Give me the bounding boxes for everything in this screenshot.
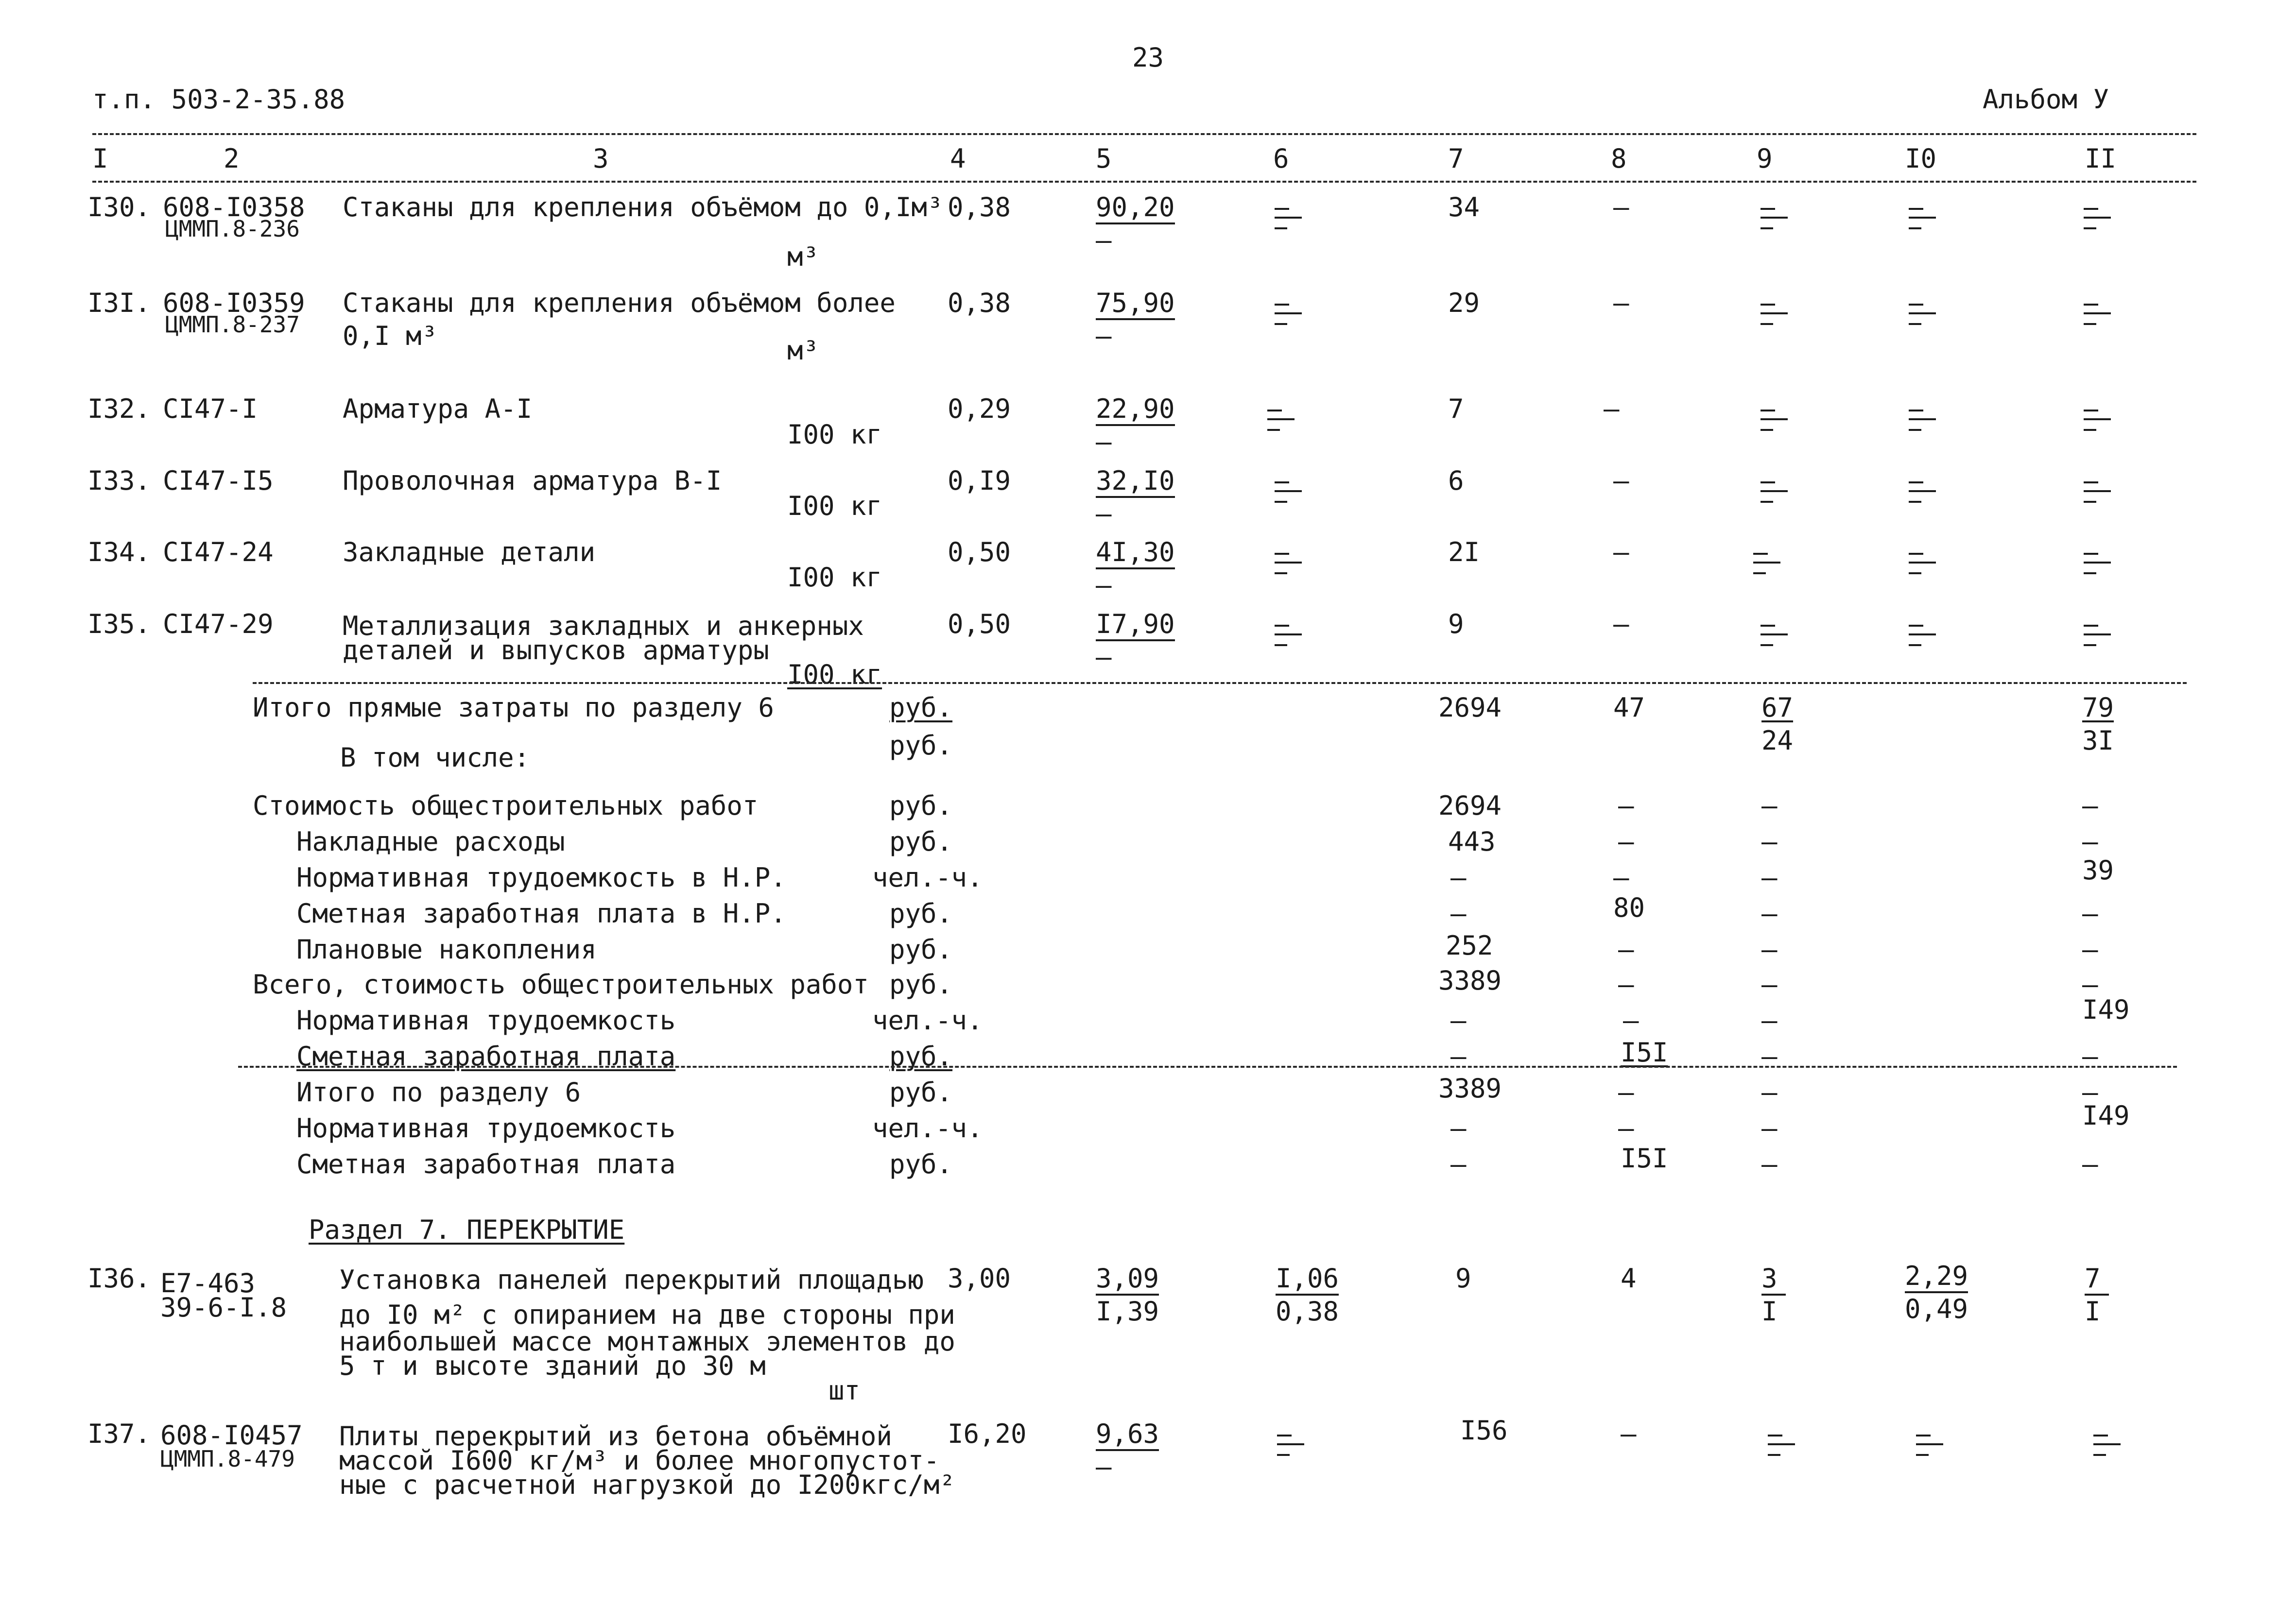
- summary-col9: –: [1761, 934, 1778, 965]
- ditto-mark: [1757, 204, 1788, 235]
- row-number: I35.: [87, 609, 151, 639]
- summary-col7: 3389: [1438, 965, 1502, 996]
- col-header-4: 4: [950, 143, 966, 174]
- row-code-secondary: ЦММП.8-236: [165, 216, 300, 242]
- ditto-mark: [1749, 549, 1780, 580]
- row-description-line4: 5 т и высоте зданий до 30 м: [339, 1351, 766, 1381]
- row-description: Проволочная арматура В-I: [343, 465, 722, 496]
- row-unit: шт: [829, 1375, 861, 1406]
- ditto-mark: [1273, 1431, 1304, 1462]
- summary-unit: руб.: [889, 790, 953, 821]
- row-unit: I00 кг: [787, 562, 882, 593]
- summary-col11: –: [2082, 1077, 2098, 1108]
- summary-col7: 252: [1446, 930, 1493, 961]
- row-col7: 29: [1448, 288, 1480, 318]
- row-unit: I00 кг: [787, 419, 882, 450]
- row-col8: –: [1604, 393, 1620, 424]
- ditto-mark: [1905, 204, 1936, 235]
- row-description: Стаканы для крепления объёмом до 0,Iм³: [343, 192, 943, 222]
- row-code: CI47-29: [163, 609, 274, 639]
- row-col10: $\frac{2,29}{0,49}$: [1905, 1261, 1968, 1324]
- summary-col11: 79: [2082, 692, 2114, 723]
- summary-unit: руб.: [889, 934, 953, 965]
- col-header-3: 3: [593, 143, 609, 174]
- row-description-line2: до I0 м² с опиранием на две стороны при: [339, 1299, 955, 1330]
- row-col4: 3,00: [948, 1263, 1011, 1294]
- summary-col11: –: [2082, 790, 2098, 821]
- ditto-mark: [1757, 621, 1788, 652]
- row-code: Е7-463: [160, 1268, 256, 1299]
- section-title: Раздел 7. ПЕРЕКРЫТИЕ: [309, 1214, 625, 1245]
- summary-col11: –: [2082, 898, 2098, 929]
- summary-col8: I5I: [1621, 1037, 1668, 1068]
- summary-label: Сметная заработная плата в Н.Р.: [296, 898, 786, 929]
- summary-col11: –: [2082, 934, 2098, 965]
- album-label: Альбом У: [1983, 84, 2109, 115]
- summary-col9: –: [1761, 826, 1778, 857]
- summary-col9: –: [1761, 898, 1778, 929]
- header-rule-top: [92, 133, 2196, 135]
- summary-label: Итого прямые затраты по разделу 6: [253, 692, 774, 723]
- summary-label: Итого по разделу 6: [296, 1077, 581, 1108]
- ditto-mark: [1905, 300, 1936, 331]
- row-col7: 2I: [1448, 537, 1480, 567]
- ditto-mark: [2080, 549, 2111, 580]
- summary-col9: –: [1761, 790, 1778, 821]
- row-description: Арматура А-I: [343, 393, 533, 424]
- row-description-line3: наибольшей массе монтажных элементов до: [339, 1326, 955, 1357]
- row-col6: $\frac{I,06}{0,38}$: [1276, 1263, 1339, 1327]
- ditto-mark: [1905, 621, 1936, 652]
- summary-label: Нормативная трудоемкость в Н.Р.: [296, 862, 786, 893]
- summary-unit: руб.: [889, 969, 953, 1000]
- row-code-secondary: 39-6-I.8: [160, 1292, 287, 1323]
- summary-col11: 3I: [2082, 725, 2114, 756]
- row-col4: 0,38: [948, 192, 1011, 222]
- col-header-2: 2: [224, 143, 240, 174]
- ditto-mark: [2089, 1431, 2121, 1462]
- row-number: I34.: [87, 537, 151, 567]
- col-header-10: I0: [1905, 143, 1937, 174]
- summary-col8: –: [1618, 1113, 1634, 1144]
- summary-col9: 67: [1761, 692, 1794, 723]
- row-number: I33.: [87, 465, 151, 496]
- row-number: I37.: [87, 1419, 151, 1449]
- row-col5: 4I,30 –: [1096, 537, 1175, 600]
- row-unit: I00 кг: [787, 659, 882, 690]
- row-col5: 32,I0 –: [1096, 465, 1175, 529]
- summary-label: Плановые накопления: [296, 934, 597, 965]
- row-col9: $\frac{3}{I}$: [1761, 1265, 1786, 1325]
- row-col7: 6: [1448, 465, 1464, 496]
- col-header-6: 6: [1273, 143, 1289, 174]
- summary-col11: –: [2082, 1149, 2098, 1180]
- summary-col8: –: [1618, 934, 1634, 965]
- row-description-line3: ные с расчетной нагрузкой до I200кгс/м²: [339, 1470, 955, 1500]
- ditto-mark: [1271, 478, 1302, 509]
- row-code: CI47-I5: [163, 465, 274, 496]
- ditto-mark: [1905, 478, 1936, 509]
- row-col8: –: [1621, 1419, 1637, 1449]
- row-description: Стаканы для крепления объёмом более: [343, 288, 896, 318]
- summary-col8: –: [1613, 862, 1629, 893]
- summary-unit: руб.: [889, 898, 953, 929]
- ditto-mark: [2080, 621, 2111, 652]
- summary-col8: 47: [1613, 692, 1645, 723]
- row-code-secondary: ЦММП.8-237: [165, 311, 300, 338]
- row-unit: м³: [787, 335, 819, 366]
- summary-col7: 2694: [1438, 790, 1502, 821]
- summary-col9: –: [1761, 969, 1778, 1000]
- ditto-mark: [1271, 204, 1302, 235]
- row-col8: –: [1613, 288, 1629, 318]
- summary-unit: чел.-ч.: [872, 1113, 983, 1144]
- summary-col11: –: [2082, 1041, 2098, 1072]
- row-code: 608-I0359: [163, 288, 305, 318]
- summary-col8: I5I: [1621, 1143, 1668, 1174]
- summary-unit: руб.: [889, 826, 953, 857]
- ditto-mark: [1757, 406, 1788, 437]
- row-col5: 90,20 –: [1096, 192, 1175, 256]
- ditto-mark: [2080, 204, 2111, 235]
- summary-col11: 39: [2082, 855, 2114, 886]
- summary-label: Сметная заработная плата: [296, 1149, 676, 1180]
- summary-col11: I49: [2082, 1100, 2130, 1131]
- row-code: CI47-I: [163, 393, 258, 424]
- ditto-mark: [1263, 406, 1295, 437]
- ditto-mark: [1271, 621, 1302, 652]
- row-number: I30.: [87, 192, 151, 222]
- summary-col11: –: [2082, 969, 2098, 1000]
- row-col5: 75,90 –: [1096, 288, 1175, 351]
- summary-col9: –: [1761, 1005, 1778, 1036]
- summary-col7: –: [1450, 898, 1467, 929]
- row-unit: м³: [787, 241, 819, 272]
- header-rule-bottom: [92, 181, 2196, 183]
- summary-col7: 2694: [1438, 692, 1502, 723]
- row-col5: I7,90 –: [1096, 609, 1175, 672]
- row-description: Закладные детали: [343, 537, 596, 567]
- row-unit: I00 кг: [787, 491, 882, 521]
- summary-col9: –: [1761, 1149, 1778, 1180]
- summary-label: Стоимость общестроительных работ: [253, 790, 759, 821]
- summary-label: Всего, стоимость общестроительных работ: [253, 969, 869, 1000]
- summary-label: Накладные расходы: [296, 826, 565, 857]
- row-col7: 7: [1448, 393, 1464, 424]
- row-col7: I56: [1460, 1415, 1508, 1446]
- summary-col9: –: [1761, 1077, 1778, 1108]
- summary-col7: –: [1450, 1041, 1467, 1072]
- row-col4: 0,50: [948, 537, 1011, 567]
- summary-col8: –: [1618, 826, 1634, 857]
- row-col4: I6,20: [948, 1419, 1027, 1449]
- row-col5: 22,90 –: [1096, 393, 1175, 457]
- row-col8: 4: [1621, 1263, 1637, 1294]
- ditto-mark: [2080, 300, 2111, 331]
- summary-unit: руб.: [889, 1041, 953, 1072]
- summary-col9: –: [1761, 1041, 1778, 1072]
- summary-col11: –: [2082, 826, 2098, 857]
- summary-col9: –: [1761, 1113, 1778, 1144]
- row-description-line2: деталей и выпусков арматуры: [343, 635, 769, 666]
- summary-unit: руб.: [889, 1077, 953, 1108]
- summary-col7: –: [1450, 1113, 1467, 1144]
- ditto-mark: [2080, 406, 2111, 437]
- row-code: 608-I0457: [160, 1420, 303, 1451]
- summary-col7: 3389: [1438, 1073, 1502, 1104]
- summary-col7: –: [1450, 1149, 1467, 1180]
- ditto-mark: [1905, 406, 1936, 437]
- row-description: Металлизация закладных и анкерных: [343, 611, 864, 641]
- summary-col8: –: [1623, 1005, 1639, 1036]
- row-col7: 9: [1455, 1263, 1471, 1294]
- summary-separator: [238, 1066, 2177, 1068]
- summary-col9: –: [1761, 862, 1778, 893]
- row-number: I36.: [87, 1263, 151, 1294]
- summary-col7: –: [1450, 862, 1467, 893]
- col-header-8: 8: [1611, 143, 1627, 174]
- ditto-mark: [2080, 478, 2111, 509]
- row-code: 608-I0358: [163, 192, 305, 222]
- row-description-line2: 0,I м³: [343, 321, 438, 351]
- ditto-mark: [1905, 549, 1936, 580]
- summary-col9: 24: [1761, 725, 1794, 756]
- summary-unit: руб.: [889, 692, 953, 723]
- row-col4: 0,29: [948, 393, 1011, 424]
- ditto-mark: [1757, 478, 1788, 509]
- summary-col8: –: [1618, 1077, 1634, 1108]
- summary-label: Сметная заработная плата: [296, 1041, 676, 1072]
- summary-col8: 80: [1613, 892, 1645, 923]
- ditto-mark: [1757, 300, 1788, 331]
- row-col11: $\frac{7}{I}$: [2085, 1265, 2109, 1325]
- summary-label: В том числе:: [340, 742, 530, 773]
- col-header-5: 5: [1096, 143, 1112, 174]
- col-header-9: 9: [1757, 143, 1773, 174]
- row-col5: $\frac{3,09}{I,39}$: [1096, 1263, 1159, 1327]
- col-header-1: I: [92, 143, 108, 174]
- row-col8: –: [1613, 609, 1629, 639]
- summary-col7: –: [1450, 1005, 1467, 1036]
- row-description: Плиты перекрытий из бетона объёмной: [339, 1421, 892, 1452]
- row-col8: –: [1613, 537, 1629, 567]
- row-col4: 0,38: [948, 288, 1011, 318]
- row-col5: 9,63 –: [1096, 1419, 1159, 1482]
- row-code-secondary: ЦММП.8-479: [160, 1446, 295, 1472]
- summary-col8: –: [1618, 790, 1634, 821]
- row-col8: –: [1613, 465, 1629, 496]
- row-description: Установка панелей перекрытий площадью: [339, 1265, 924, 1295]
- row-code: CI47-24: [163, 537, 274, 567]
- summary-unit: чел.-ч.: [872, 1005, 983, 1036]
- row-col7: 9: [1448, 609, 1464, 639]
- summary-col11: I49: [2082, 994, 2130, 1025]
- ditto-mark: [1764, 1431, 1795, 1462]
- col-header-11: II: [2085, 143, 2117, 174]
- summary-unit: чел.-ч.: [872, 862, 983, 893]
- row-col4: 0,I9: [948, 465, 1011, 496]
- document-reference: т.п. 503-2-35.88: [92, 84, 345, 115]
- summary-unit: руб.: [889, 1149, 953, 1180]
- row-col8: –: [1613, 192, 1629, 222]
- row-number: I3I.: [87, 288, 151, 318]
- row-description-line2: массой I600 кг/м³ и более многопустот-: [339, 1445, 940, 1476]
- page-number: 23: [1132, 42, 1164, 73]
- row-col4: 0,50: [948, 609, 1011, 639]
- summary-col8: –: [1618, 969, 1634, 1000]
- row-col7: 34: [1448, 192, 1480, 222]
- summary-label: Нормативная трудоемкость: [296, 1113, 676, 1144]
- summary-col7: 443: [1448, 826, 1496, 857]
- section-separator: [253, 682, 2187, 684]
- ditto-mark: [1912, 1431, 1943, 1462]
- summary-unit: руб.: [889, 730, 953, 761]
- summary-label: Нормативная трудоемкость: [296, 1005, 676, 1036]
- col-header-7: 7: [1448, 143, 1464, 174]
- row-number: I32.: [87, 393, 151, 424]
- ditto-mark: [1271, 300, 1302, 331]
- ditto-mark: [1271, 549, 1302, 580]
